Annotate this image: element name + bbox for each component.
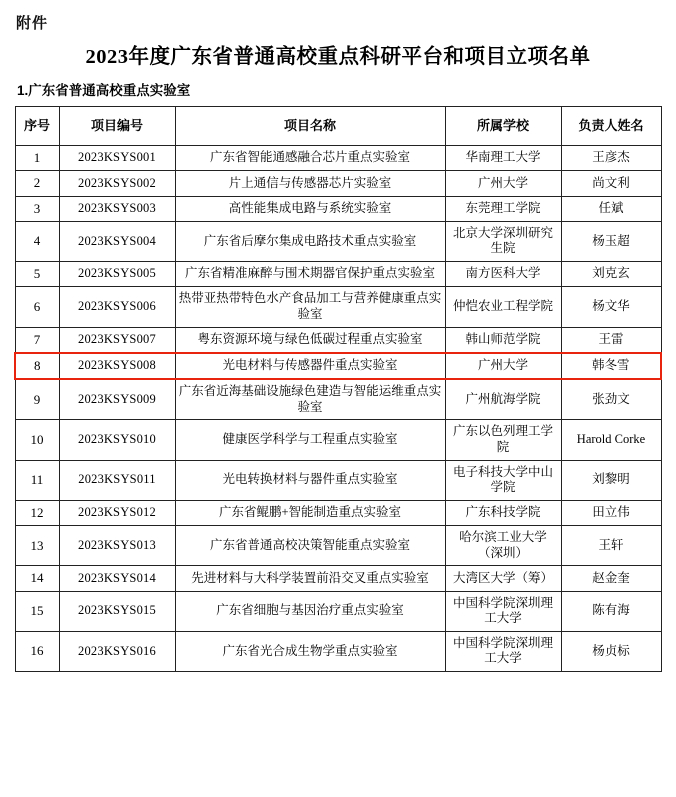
cell-name: 广东省精准麻醉与围术期器官保护重点实验室 — [175, 262, 445, 287]
cell-person: 刘克玄 — [561, 262, 661, 287]
column-header-name: 项目名称 — [175, 107, 445, 146]
table-row — [15, 566, 661, 591]
cell-name: 先进材料与大科学装置前沿交叉重点实验室 — [175, 566, 445, 591]
cell-name: 粤东资源环境与绿色低碳过程重点实验室 — [175, 327, 445, 353]
cell-name: 高性能集成电路与系统实验室 — [175, 196, 445, 221]
cell-index: 16 — [15, 631, 59, 671]
cell-school: 广州航海学院 — [445, 379, 561, 420]
cell-name: 光电转换材料与器件重点实验室 — [175, 460, 445, 500]
cell-person: 田立伟 — [561, 500, 661, 525]
cell-name: 热带亚热带特色水产食品加工与营养健康重点实验室 — [175, 287, 445, 327]
cell-code: 2023KSYS005 — [59, 262, 175, 287]
column-header-code: 项目编号 — [59, 107, 175, 146]
cell-school: 东莞理工学院 — [445, 196, 561, 221]
cell-code: 2023KSYS008 — [59, 353, 175, 379]
cell-person: 尚文利 — [561, 171, 661, 196]
column-header-index: 序号 — [15, 107, 59, 146]
attachment-label: 附件 — [16, 15, 49, 32]
cell-person: 赵金奎 — [561, 566, 661, 591]
cell-index: 1 — [15, 146, 59, 171]
table-row — [15, 171, 661, 196]
cell-index: 9 — [15, 379, 59, 420]
cell-name: 广东省光合成生物学重点实验室 — [175, 631, 445, 671]
cell-person: 王轩 — [561, 526, 661, 566]
cell-person: Harold Corke — [561, 420, 661, 460]
cell-code: 2023KSYS015 — [59, 591, 175, 631]
cell-school: 中国科学院深圳理工大学 — [445, 631, 561, 671]
table-row — [15, 287, 661, 327]
cell-name: 健康医学科学与工程重点实验室 — [175, 420, 445, 460]
cell-index: 5 — [15, 262, 59, 287]
cell-school: 广东科技学院 — [445, 500, 561, 525]
cell-name: 广东省智能通感融合芯片重点实验室 — [175, 146, 445, 171]
cell-index: 4 — [15, 221, 59, 261]
table-row — [15, 591, 661, 631]
cell-index: 7 — [15, 327, 59, 353]
cell-school: 广东以色列理工学院 — [445, 420, 561, 460]
table-row — [15, 631, 661, 671]
table-row — [15, 146, 661, 171]
table-row — [15, 262, 661, 287]
cell-school: 电子科技大学中山学院 — [445, 460, 561, 500]
cell-school: 北京大学深圳研究生院 — [445, 221, 561, 261]
cell-code: 2023KSYS016 — [59, 631, 175, 671]
cell-name: 广东省细胞与基因治疗重点实验室 — [175, 591, 445, 631]
cell-person: 韩冬雪 — [561, 353, 661, 379]
cell-school: 大湾区大学（筹） — [445, 566, 561, 591]
cell-person: 任斌 — [561, 196, 661, 221]
cell-school: 广州大学 — [445, 171, 561, 196]
cell-code: 2023KSYS006 — [59, 287, 175, 327]
cell-index: 13 — [15, 526, 59, 566]
table-row — [15, 196, 661, 221]
cell-code: 2023KSYS002 — [59, 171, 175, 196]
section-heading: 1.广东省普通高校重点实验室 — [17, 83, 191, 98]
cell-index: 12 — [15, 500, 59, 525]
cell-code: 2023KSYS012 — [59, 500, 175, 525]
cell-index: 6 — [15, 287, 59, 327]
cell-code: 2023KSYS011 — [59, 460, 175, 500]
column-header-person: 负责人姓名 — [561, 107, 661, 146]
cell-index: 8 — [15, 353, 59, 379]
cell-index: 11 — [15, 460, 59, 500]
cell-index: 15 — [15, 591, 59, 631]
cell-name: 广东省鲲鹏+智能制造重点实验室 — [175, 500, 445, 525]
cell-school: 华南理工大学 — [445, 146, 561, 171]
cell-person: 王彦杰 — [561, 146, 661, 171]
cell-school: 仲恺农业工程学院 — [445, 287, 561, 327]
cell-person: 刘黎明 — [561, 460, 661, 500]
cell-code: 2023KSYS007 — [59, 327, 175, 353]
table-header-row — [15, 107, 661, 146]
page-title: 2023年度广东省普通高校重点科研平台和项目立项名单 — [85, 46, 591, 68]
cell-code: 2023KSYS014 — [59, 566, 175, 591]
cell-index: 14 — [15, 566, 59, 591]
cell-school: 中国科学院深圳理工大学 — [445, 591, 561, 631]
table-row — [15, 460, 661, 500]
cell-index: 2 — [15, 171, 59, 196]
table-body — [15, 146, 661, 672]
cell-school: 哈尔滨工业大学（深圳） — [445, 526, 561, 566]
table-row — [15, 420, 661, 460]
project-listing-table — [14, 106, 662, 672]
cell-index: 3 — [15, 196, 59, 221]
cell-school: 韩山师范学院 — [445, 327, 561, 353]
cell-name: 广东省普通高校决策智能重点实验室 — [175, 526, 445, 566]
cell-school: 南方医科大学 — [445, 262, 561, 287]
column-header-school: 所属学校 — [445, 107, 561, 146]
cell-code: 2023KSYS013 — [59, 526, 175, 566]
cell-name: 片上通信与传感器芯片实验室 — [175, 171, 445, 196]
cell-school: 广州大学 — [445, 353, 561, 379]
cell-person: 陈有海 — [561, 591, 661, 631]
cell-person: 杨文华 — [561, 287, 661, 327]
cell-name: 广东省近海基础设施绿色建造与智能运维重点实验室 — [175, 379, 445, 420]
table-row — [15, 327, 661, 353]
table-row — [15, 526, 661, 566]
cell-name: 广东省后摩尔集成电路技术重点实验室 — [175, 221, 445, 261]
cell-person: 杨玉超 — [561, 221, 661, 261]
table-row — [15, 379, 661, 420]
cell-index: 10 — [15, 420, 59, 460]
cell-person: 杨贞标 — [561, 631, 661, 671]
cell-person: 王雷 — [561, 327, 661, 353]
cell-code: 2023KSYS001 — [59, 146, 175, 171]
table-row — [15, 500, 661, 525]
cell-code: 2023KSYS004 — [59, 221, 175, 261]
cell-code: 2023KSYS003 — [59, 196, 175, 221]
cell-code: 2023KSYS009 — [59, 379, 175, 420]
cell-name: 光电材料与传感器件重点实验室 — [175, 353, 445, 379]
cell-person: 张劲文 — [561, 379, 661, 420]
table-row — [15, 221, 661, 261]
cell-code: 2023KSYS010 — [59, 420, 175, 460]
table-row-highlighted — [15, 353, 661, 379]
